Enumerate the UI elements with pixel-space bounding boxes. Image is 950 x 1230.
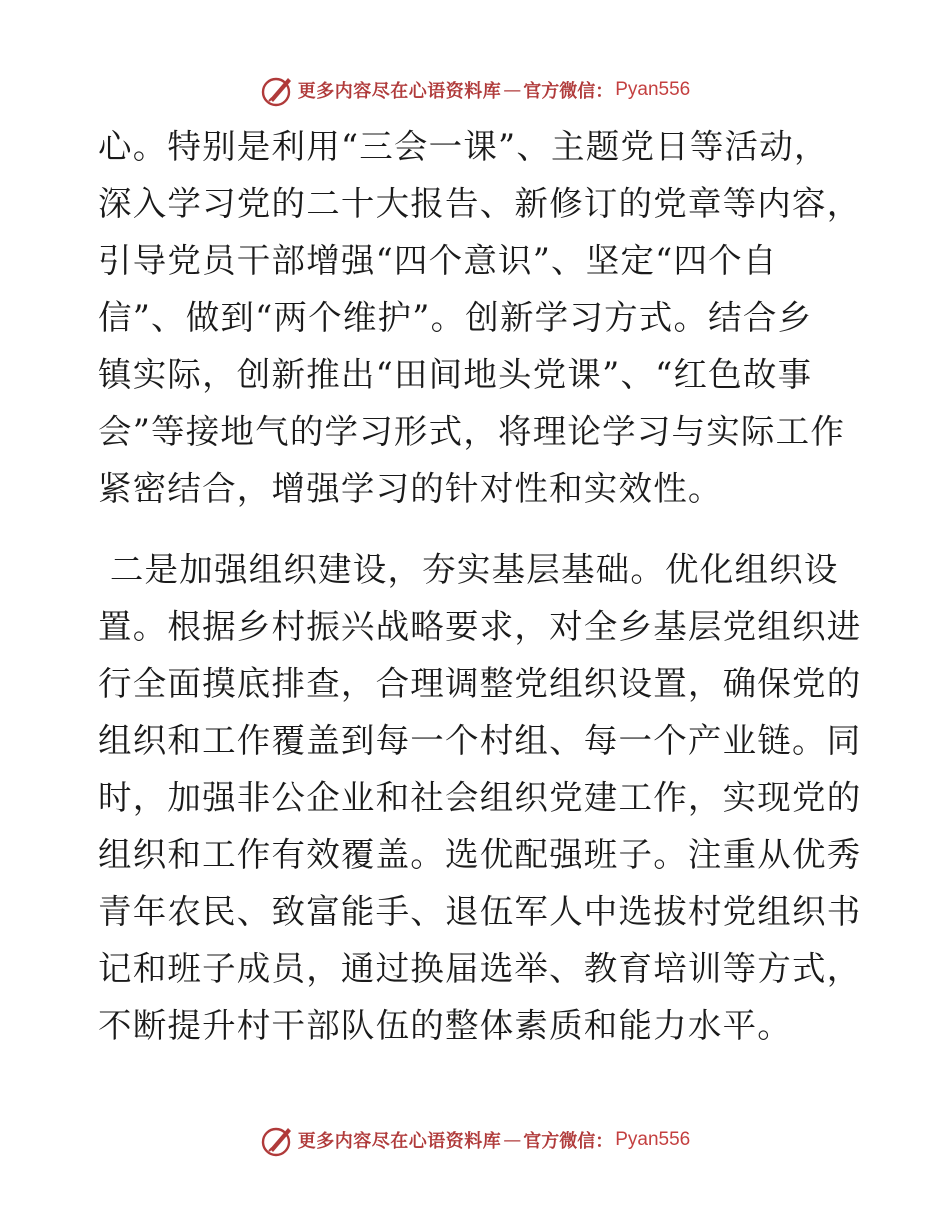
banner-wechat-id: Pyan556 <box>615 79 691 100</box>
text-line: 青年农民、致富能手、退伍军人中选拔村党组织书 <box>98 892 862 931</box>
text-line: 引导党员干部增强“四个意识”、坚定“四个自 <box>98 241 778 280</box>
header-banner <box>0 70 950 110</box>
document-body <box>98 118 868 1054</box>
text-line: 心。特别是利用“三会一课”、主题党日等活动， <box>98 127 829 166</box>
text-line: 时，加强非公企业和社会组织党建工作，实现党的 <box>98 778 862 817</box>
paragraph-2 <box>98 541 868 1054</box>
footer-banner <box>0 1120 950 1160</box>
banner-wechat-id: Pyan556 <box>615 1129 691 1150</box>
paragraph-1 <box>98 118 868 517</box>
text-line: 组织和工作覆盖到每一个村组、每一个产业链。同 <box>98 721 862 760</box>
banner-official-text: 官方微信： <box>523 81 614 102</box>
text-line: 不断提升村干部队伍的整体素质和能力水平。 <box>98 1006 792 1045</box>
text-line: 行全面摸底排查，合理调整党组织设置，确保党的 <box>98 664 862 703</box>
text-line: 记和班子成员，通过换届选举、教育培训等方式， <box>98 949 862 988</box>
text-line: 会”等接地气的学习形式，将理论学习与实际工作 <box>98 412 846 451</box>
text-line: 紧密结合，增强学习的针对性和实效性。 <box>98 469 723 508</box>
banner-separator: — <box>503 1129 522 1151</box>
banner-official-text: 官方微信： <box>523 1131 614 1152</box>
text-line: 二是加强组织建设，夯实基层基础。优化组织设 <box>98 550 839 589</box>
quill-logo-icon <box>260 1122 296 1158</box>
text-line: 信”、做到“两个维护”。创新学习方式。结合乡 <box>98 298 813 337</box>
text-line: 深入学习党的二十大报告、新修订的党章等内容， <box>98 184 862 223</box>
banner-site-text: 更多内容尽在心语资料库 <box>297 1131 502 1152</box>
quill-logo-icon <box>260 72 296 108</box>
banner-separator: — <box>503 79 522 101</box>
text-line: 置。根据乡村振兴战略要求，对全乡基层党组织进 <box>98 607 862 646</box>
text-line: 镇实际，创新推出“田间地头党课”、“红色故事 <box>98 355 813 394</box>
paragraph-gap <box>98 517 868 541</box>
banner-site-text: 更多内容尽在心语资料库 <box>297 81 502 102</box>
text-line: 组织和工作有效覆盖。选优配强班子。注重从优秀 <box>98 835 862 874</box>
